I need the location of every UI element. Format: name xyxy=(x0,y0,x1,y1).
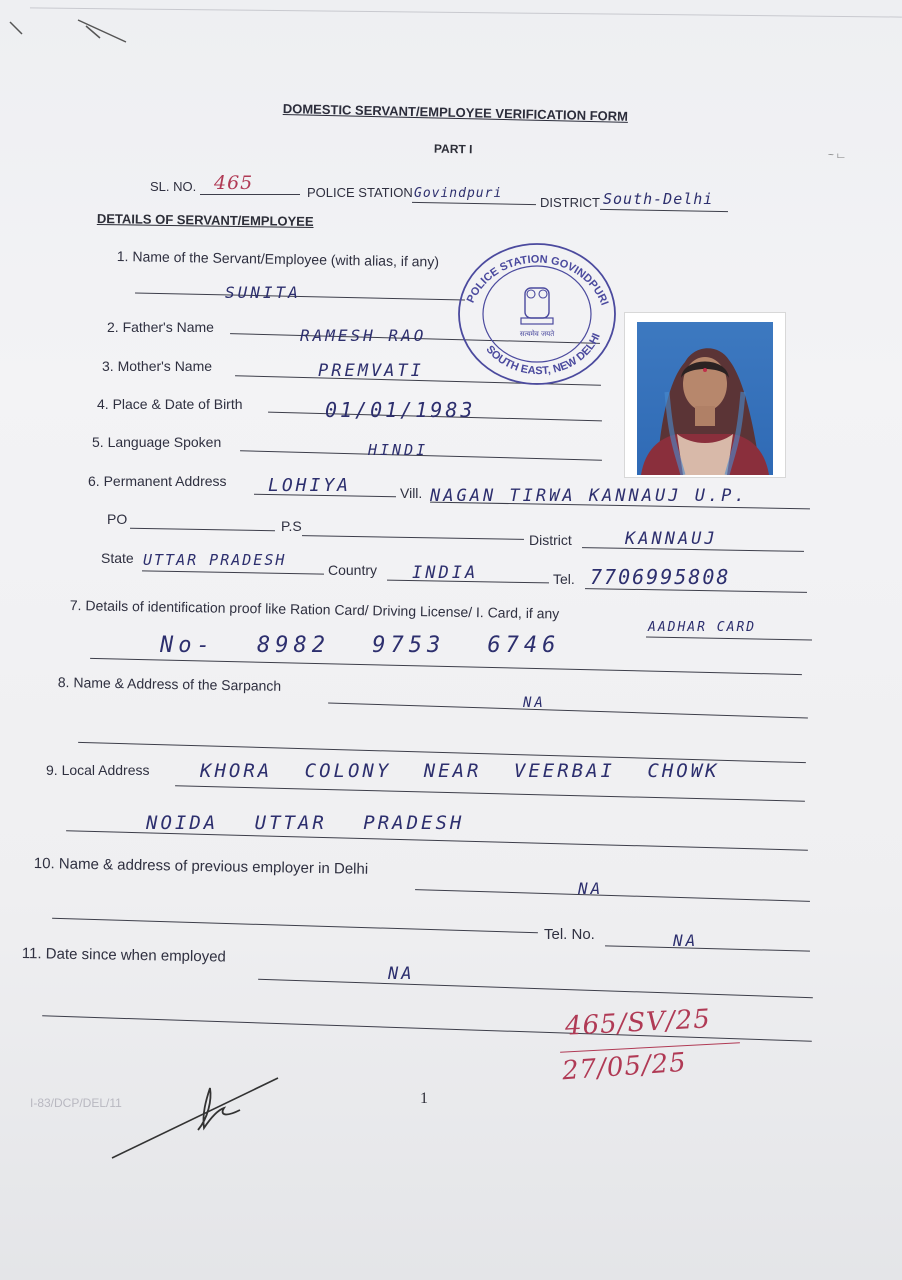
po-line xyxy=(130,528,275,532)
perm-address-value: LOHIYA xyxy=(268,475,352,496)
id-proof-line xyxy=(646,637,812,641)
state-label: State xyxy=(101,550,134,566)
local-address-value-2: NOIDA UTTAR PRADESH xyxy=(146,812,465,834)
prev-employer-line-2 xyxy=(52,918,538,933)
police-station-label: POLICE STATION xyxy=(307,185,413,200)
employee-photo xyxy=(624,312,786,478)
sl-no-label: SL. NO. xyxy=(150,179,197,194)
form-code: I-83/DCP/DEL/11 xyxy=(30,1096,122,1110)
employed-since-label: 11. Date since when employed xyxy=(21,945,226,966)
prev-employer-line xyxy=(415,889,810,902)
perm-address-label: 6. Permanent Address xyxy=(88,473,227,489)
ps-line xyxy=(302,535,524,540)
stamp-top-text: POLICE STATION GOVINDPURI xyxy=(464,253,611,308)
section-heading: DETAILS OF SERVANT/EMPLOYEE xyxy=(96,211,314,230)
name-value: SUNITA xyxy=(225,283,301,302)
tel-value: 7706995808 xyxy=(590,565,731,589)
sarpanch-value: NA xyxy=(523,695,546,711)
prev-employer-label: 10. Name & address of previous employer in Delhi xyxy=(33,855,369,878)
local-address-label: 9. Local Address xyxy=(46,762,150,778)
local-address-value: KHORA COLONY NEAR VEERBAI CHOWK xyxy=(200,760,720,782)
ps-label: P.S xyxy=(281,518,302,534)
dob-value: 01/01/1983 xyxy=(325,398,476,422)
country-label: Country xyxy=(328,562,378,578)
emblem-motto: सत्यमेव जयते xyxy=(519,330,555,338)
father-value: RAMESH RAO xyxy=(300,326,427,345)
prev-tel-value: NA xyxy=(673,931,699,950)
mother-value: PREMVATI xyxy=(318,361,424,381)
mother-label: 3. Mother's Name xyxy=(102,358,213,374)
tel-label: Tel. xyxy=(553,571,575,587)
id-proof-label: 7. Details of identification proof like Ration Card/ Driving License/ I. Card, if any xyxy=(69,597,560,622)
paper-edge xyxy=(30,0,902,18)
employee-photo-image xyxy=(637,322,773,475)
corner-mark: ~ ட xyxy=(828,150,845,161)
signature xyxy=(100,1070,290,1170)
sarpanch-line xyxy=(328,702,808,718)
local-address-line xyxy=(175,785,805,801)
id-proof-value: AADHAR CARD xyxy=(648,620,757,635)
name-label: 1. Name of the Servant/Employee (with alias, if any) xyxy=(116,248,440,270)
district-value: KANNAUJ xyxy=(625,529,718,549)
sl-no-line xyxy=(200,194,300,195)
prev-tel-line xyxy=(605,945,810,951)
language-label: 5. Language Spoken xyxy=(92,434,222,450)
national-emblem-icon xyxy=(520,288,555,338)
police-station-value: Govindpuri xyxy=(414,186,503,201)
reference-number-note: 465/SV/25 xyxy=(564,1004,712,1042)
district-header-label: DISTRICT xyxy=(540,195,600,210)
employed-since-value: NA xyxy=(388,964,415,984)
vill-label: Vill. xyxy=(400,485,423,501)
prev-tel-label: Tel. No. xyxy=(544,926,595,943)
reference-date-note: 27/05/25 xyxy=(561,1047,688,1087)
state-value: UTTAR PRADESH xyxy=(143,551,287,569)
dob-label: 4. Place & Date of Birth xyxy=(97,396,243,412)
country-value: INDIA xyxy=(412,563,479,583)
police-station-stamp xyxy=(452,236,622,386)
police-station-line xyxy=(412,202,536,205)
district-header-line xyxy=(600,209,728,212)
prev-employer-value: NA xyxy=(578,879,604,898)
sarpanch-label: 8. Name & Address of the Sarpanch xyxy=(57,674,282,694)
language-value: HINDI xyxy=(368,441,429,459)
page-number: 1 xyxy=(420,1090,428,1107)
part-label: PART I xyxy=(433,141,473,157)
id-proof-number: No- 8982 9753 6746 xyxy=(160,633,561,658)
form-title: DOMESTIC SERVANT/EMPLOYEE VERIFICATION FORM xyxy=(282,101,629,124)
pen-scribble-mark xyxy=(0,0,140,60)
employed-since-line xyxy=(258,979,813,998)
id-proof-number-line xyxy=(90,658,802,675)
vill-value: NAGAN TIRWA KANNAUJ U.P. xyxy=(430,486,748,506)
father-label: 2. Father's Name xyxy=(107,319,214,335)
district-header-value: South-Delhi xyxy=(603,190,714,208)
stamp-bottom-text: SOUTH EAST, NEW DELHI xyxy=(483,331,603,378)
sl-no-value: 465 xyxy=(214,172,254,194)
state-line xyxy=(142,570,324,574)
district-label: District xyxy=(529,532,572,548)
po-label: PO xyxy=(107,511,128,527)
